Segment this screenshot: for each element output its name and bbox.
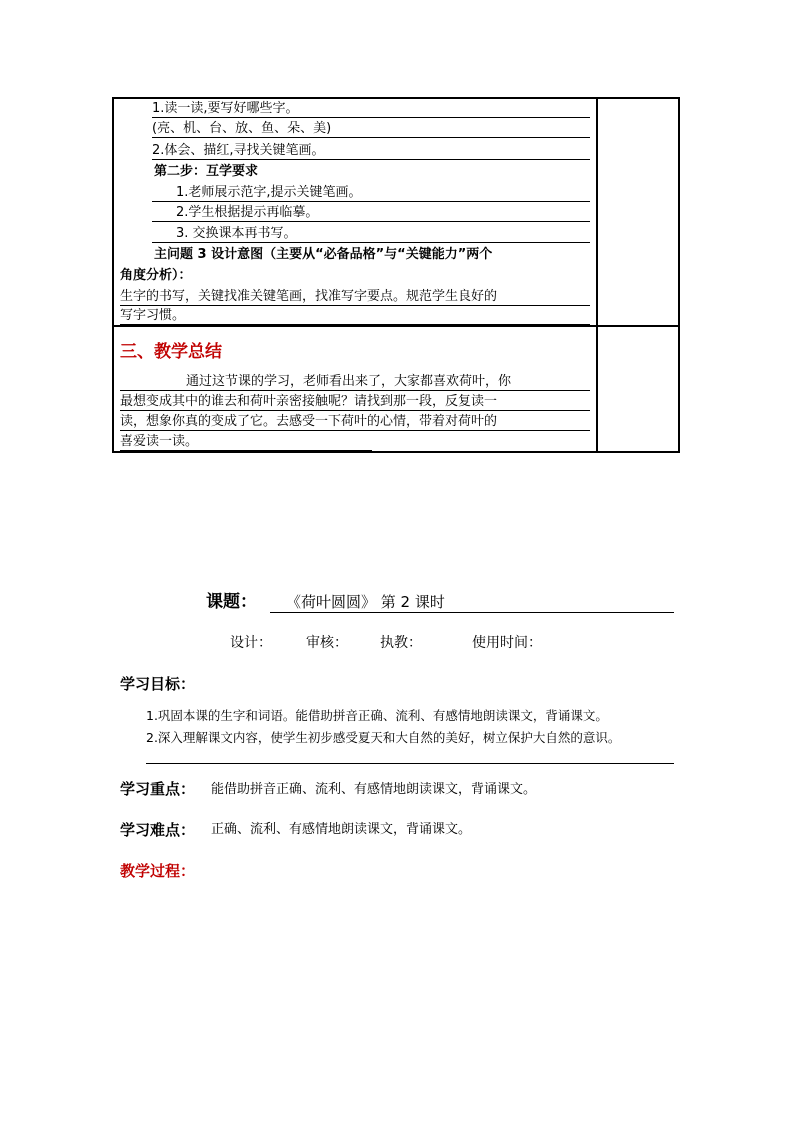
step2-title: 第二步：互学要求 (154, 164, 259, 179)
difficulty-text: 正确、流利、有感情地朗读课文，背诵课文。 (211, 822, 472, 837)
goals-label: 学习目标： (120, 675, 196, 693)
goals-underline (146, 763, 674, 764)
key-label: 学习重点： (120, 780, 196, 798)
meta-review: 审核： (306, 635, 348, 651)
summary-line: 最想变成其中的谁去和荷叶亲密接触呢？请找到那一段，反复读一 (120, 394, 590, 411)
meta-time: 使用时间： (472, 635, 542, 651)
table-row-divider (114, 325, 678, 327)
meta-teach: 执教： (380, 635, 422, 651)
process-label: 教学过程： (120, 862, 196, 880)
summary-line: 喜爱读一读。 (120, 434, 372, 451)
step2-item: 3. 交换课本再书写。 (152, 226, 590, 243)
design-intent-text: 写字习惯。 (120, 308, 590, 325)
key-text: 能借助拼音正确、流利、有感情地朗读课文，背诵课文。 (211, 782, 537, 797)
lesson-table (112, 97, 680, 453)
meta-design: 设计： (230, 635, 272, 651)
summary-line: 读，想象你真的变成了它。去感受一下荷叶的心情，带着对荷叶的 (120, 414, 590, 431)
goal-item: 2.深入理解课文内容，使学生初步感受夏天和大自然的美好，树立保护大自然的意识。 (146, 730, 621, 745)
lesson-title-value: 《荷叶圆圆》 第 2 课时 (270, 592, 674, 613)
difficulty-label: 学习难点： (120, 821, 196, 839)
summary-heading: 三、教学总结 (120, 342, 222, 362)
table-column-divider (596, 99, 598, 451)
step1-item: (亮、机、台、放、鱼、朵、美) (152, 121, 590, 138)
step1-item: 2.体会、描红,寻找关键笔画。 (152, 143, 590, 160)
lesson-title-label: 课题： (206, 592, 257, 612)
step2-item: 2.学生根据提示再临摹。 (152, 205, 590, 222)
design-intent-title: 主问题 3 设计意图（主要从“必备品格”与“关键能力”两个 (154, 247, 493, 262)
step2-item: 1.老师展示范字,提示关键笔画。 (152, 185, 590, 202)
goal-item: 1.巩固本课的生字和词语。能借助拼音正确、流利、有感情地朗读课文，背诵课文。 (146, 708, 608, 723)
design-intent-text: 生字的书写，关键找准关键笔画，找准写字要点。规范学生良好的 (120, 289, 590, 306)
summary-line: 通过这节课的学习，老师看出来了，大家都喜欢荷叶，你 (120, 374, 590, 391)
step1-item: 1.读一读,要写好哪些字。 (152, 101, 590, 118)
design-intent-title-cont: 角度分析）： (120, 268, 192, 283)
